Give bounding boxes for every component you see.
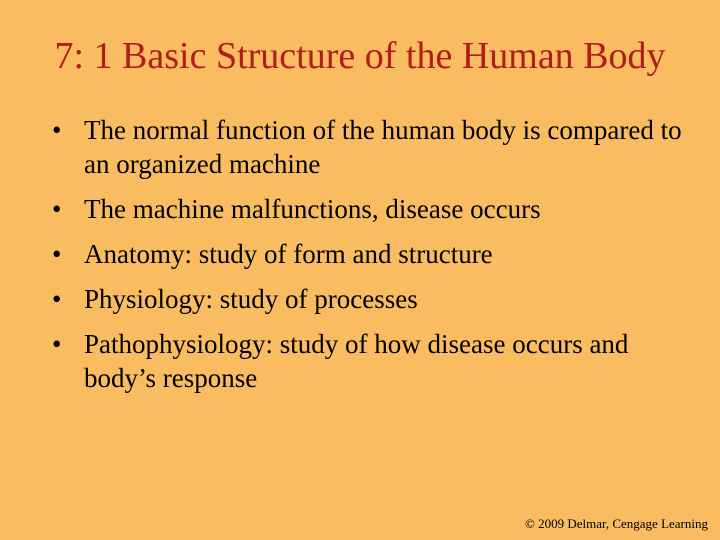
bullet-item: • The machine malfunctions, disease occurs <box>52 192 692 226</box>
bullet-item: • Anatomy: study of form and structure <box>52 237 692 271</box>
slide-title: 7: 1 Basic Structure of the Human Body <box>54 35 666 77</box>
bullet-item: • Pathophysiology: study of how disease occurs and body’s response <box>52 327 692 395</box>
copyright-footer: © 2009 Delmar, Cengage Learning <box>525 516 708 531</box>
bullet-item: • The normal function of the human body is compared to an organized machine <box>52 113 692 181</box>
bullet-list <box>52 113 692 406</box>
bullet-item: • Physiology: study of processes <box>52 282 692 316</box>
